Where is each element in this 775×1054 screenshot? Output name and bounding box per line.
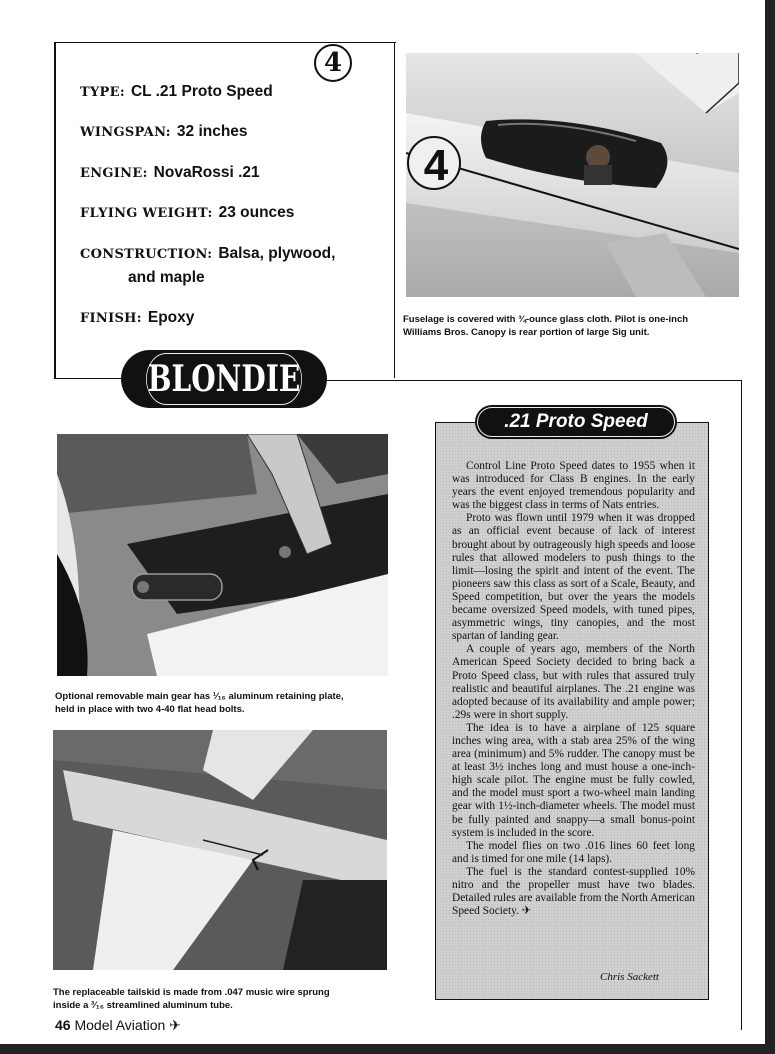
- tailskid-caption-line-2: inside a ³⁄₁₆ streamlined aluminum tube.: [53, 1000, 233, 1011]
- sidebar-paragraph-2: Proto was flown until 1979 when it was dropped as an official event because of lack of interest brought about by outrageously high speeds and loose rules that allowed modelers to push things to the limit—losing the spirit and intent of the event. The pioneers saw this class as sort of a Scale, Beauty, and Speed competition, but over the years the models became oversized Speed models, with tuned pipes, asymmetric wings, tiny canopies, and the most spartan of landing gear.: [452, 512, 695, 643]
- spec-construction-value: Balsa, plywood,: [218, 245, 336, 262]
- spec-weight: [80, 201, 294, 226]
- spec-weight-label: FLYING WEIGHT:: [80, 206, 213, 221]
- spec-wingspan: [80, 120, 248, 145]
- spec-finish-label: FINISH:: [80, 311, 142, 326]
- spec-construction-value-2: and maple: [128, 269, 205, 286]
- fuselage-image: [406, 53, 739, 297]
- spec-weight-value: 23 ounces: [218, 204, 295, 221]
- spec-construction-label: CONSTRUCTION:: [80, 247, 213, 262]
- fuselage-caption: [403, 313, 748, 339]
- spec-wingspan-label: WINGSPAN:: [80, 125, 171, 140]
- main-gear-photo: [57, 434, 388, 676]
- main-frame-top: [326, 380, 742, 381]
- sidebar-paragraph-3: A couple of years ago, members of the North American Speed Society decided to bring back a Proto Speed class, but with rules that assured truly realistic and beautiful airplanes. The .21 engine was adopted because of its availability and ample power; .29s were in short supply.: [452, 643, 695, 721]
- tailskid-photo: [53, 730, 387, 970]
- sidebar-header-badge: [475, 405, 677, 439]
- main-gear-caption-line-1: Optional removable main gear has ¹⁄₁₆ aluminum retaining plate,: [55, 691, 344, 702]
- tailskid-caption: [53, 986, 398, 1012]
- fuselage-racing-number: 4: [423, 141, 449, 190]
- page-footer: [55, 1017, 181, 1034]
- spec-finish-value: Epoxy: [147, 309, 195, 326]
- spec-type-value: CL .21 Proto Speed: [130, 83, 273, 100]
- main-gear-caption-line-2: held in place with two 4-40 flat head bolts.: [55, 704, 245, 715]
- spec-type-label: TYPE:: [80, 85, 125, 100]
- sidebar-header: .21 Proto Speed: [477, 407, 675, 437]
- spec-box-border-bottom: [55, 378, 125, 379]
- tailskid-image: [53, 730, 387, 970]
- spec-box-border-right: [394, 42, 395, 378]
- fuselage-caption-line-1: Fuselage is covered with ¾-ounce glass cloth. Pilot is one-inch: [403, 314, 689, 325]
- sidebar-paragraph-5: The model flies on two .016 lines 60 feet long and is timed for one mile (14 laps).: [452, 839, 695, 865]
- magazine-name: Model Aviation: [74, 1017, 166, 1033]
- spec-engine-value: NovaRossi .21: [153, 164, 260, 181]
- main-frame-right: [741, 380, 742, 1030]
- author-byline: Chris Sackett: [600, 971, 659, 983]
- sidebar-paragraph-4: The idea is to have a airplane of 125 square inches wing area, with a stab area 25% of the wing area (minimum) and 5% rudder. The canopy must be at least 3½ inches long and must house a one-inch-high scale pilot. The engine must be fully cowled, and the model must sport a two-wheel main landing gear with 1½-inch-diameter wheels. The model must be fully painted and snappy—a small bonus-point system is included in the score.: [452, 721, 695, 839]
- spec-wingspan-value: 32 inches: [176, 123, 248, 140]
- spec-construction-cont: [128, 266, 205, 290]
- fuselage-caption-line-2: Williams Bros. Canopy is rear portion of large Sig unit.: [403, 327, 650, 338]
- fuselage-photo: [406, 53, 739, 297]
- spec-finish: [80, 306, 194, 331]
- main-gear-caption: [55, 690, 400, 716]
- sidebar-article: [452, 460, 695, 918]
- main-gear-image: [57, 434, 388, 676]
- spec-engine: [80, 161, 260, 186]
- sidebar-paragraph-1: Control Line Proto Speed dates to 1955 when it was introduced for Class B engines. In the early years the event enjoyed tremendous popularity and was the biggest class in terms of Nats entries.: [452, 460, 695, 512]
- sidebar-paragraph-6: The fuel is the standard contest-supplied 10% nitro and the propeller must have two blades. Detailed rules are available from the North American Speed Society. ✈: [452, 865, 695, 918]
- spec-type: [80, 80, 273, 105]
- spec-engine-label: ENGINE:: [80, 166, 148, 181]
- article-title: BLONDIE: [146, 353, 302, 405]
- scan-shadow-right: [765, 0, 775, 1054]
- plane-icon: ✈: [169, 1017, 181, 1033]
- scan-shadow-bottom: [0, 1044, 775, 1054]
- tailskid-caption-line-1: The replaceable tailskid is made from .047 music wire sprung: [53, 987, 330, 998]
- article-title-badge: [121, 350, 327, 408]
- spec-construction: [80, 242, 335, 267]
- page-number: 46: [55, 1017, 71, 1033]
- plane-number-badge: 4: [314, 44, 352, 82]
